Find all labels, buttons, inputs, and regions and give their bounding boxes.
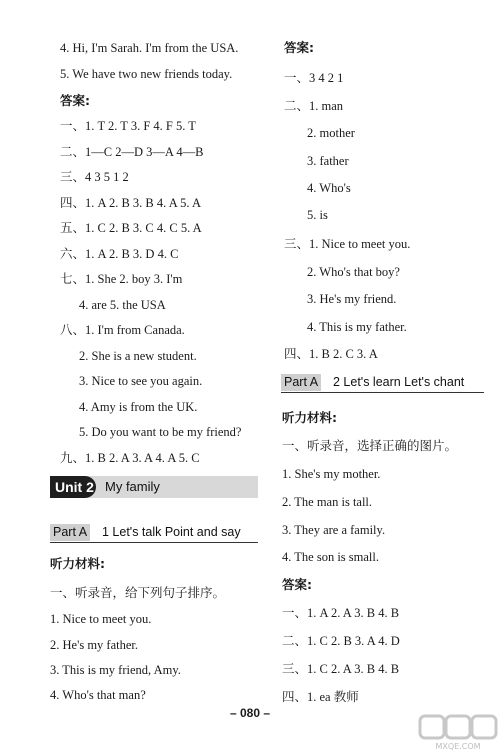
- answer-line: 3. He's my friend.: [307, 292, 397, 306]
- answer-line: 3. father: [307, 154, 349, 168]
- listening-heading: 听力材料:: [282, 410, 337, 425]
- answer-line: 二、1. C 2. B 3. A 4. D: [282, 634, 400, 648]
- answer-line: 4. are 5. the USA: [79, 298, 166, 312]
- text-line: 一、听录音，选择正确的图片。: [282, 439, 458, 453]
- answer-line: 一、3 4 2 1: [284, 71, 344, 85]
- part-label: Part A: [281, 374, 321, 391]
- text-line: 1. She's my mother.: [282, 467, 381, 481]
- unit-title: My family: [105, 479, 160, 494]
- page-number: – 080 –: [229, 706, 271, 720]
- part-label: Part A: [50, 524, 90, 541]
- answer-line: 六、1. A 2. B 3. D 4. C: [60, 247, 179, 261]
- answer-line: 五、1. C 2. B 3. C 4. C 5. A: [60, 221, 202, 235]
- answer-line: 一、1. A 2. A 3. B 4. B: [282, 606, 400, 620]
- svg-text:MXQE.COM: MXQE.COM: [435, 742, 481, 751]
- text-line: 2. The man is tall.: [282, 495, 373, 509]
- answer-line: 5. is: [307, 208, 328, 222]
- watermark-logo: [418, 712, 498, 752]
- answer-line: 三、4 3 5 1 2: [60, 170, 129, 184]
- section-header: [50, 524, 258, 543]
- answer-line: 八、1. I'm from Canada.: [60, 323, 185, 337]
- answers-heading: 答案:: [60, 93, 90, 108]
- answer-line: 三、1. C 2. A 3. B 4. B: [282, 662, 400, 676]
- text-line: 2. He's my father.: [50, 638, 138, 652]
- unit-label: Unit 2: [55, 479, 94, 495]
- answer-line: 5. Do you want to be my friend?: [79, 425, 242, 439]
- text-line: 1. Nice to meet you.: [50, 612, 152, 626]
- answer-line: 4. Who's: [307, 181, 351, 195]
- section-title: 2 Let's learn Let's chant: [333, 375, 465, 389]
- answer-line: 三、1. Nice to meet you.: [284, 237, 411, 251]
- unit-badge: [50, 476, 96, 498]
- text-line: 3. They are a family.: [282, 523, 386, 537]
- answer-line: 2. mother: [307, 126, 355, 140]
- answer-line: 四、1. B 2. C 3. A: [284, 347, 378, 361]
- answer-line: 二、1. man: [284, 99, 344, 113]
- answer-line: 二、1—C 2—D 3—A 4—B: [60, 145, 204, 159]
- section-header: [281, 374, 484, 393]
- answer-line: 4. This is my father.: [307, 320, 407, 334]
- answers-heading: 答案:: [284, 40, 314, 55]
- listening-heading: 听力材料:: [50, 556, 105, 571]
- text-line: 4. The son is small.: [282, 550, 379, 564]
- text-line: 4. Hi, I'm Sarah. I'm from the USA.: [60, 41, 239, 55]
- answer-line: 七、1. She 2. boy 3. I'm: [60, 272, 183, 286]
- answer-line: 四、1. A 2. B 3. B 4. A 5. A: [60, 196, 201, 210]
- section-title: 1 Let's talk Point and say: [102, 525, 241, 539]
- text-line: 4. Who's that man?: [50, 688, 146, 702]
- text-line: 3. This is my friend, Amy.: [50, 663, 181, 677]
- answer-line: 2. Who's that boy?: [307, 265, 400, 279]
- answer-line: 四、1. ea 教师: [282, 690, 359, 704]
- answer-line: 4. Amy is from the UK.: [79, 400, 198, 414]
- answer-line: 一、1. T 2. T 3. F 4. F 5. T: [60, 119, 196, 133]
- answer-line: 九、1. B 2. A 3. A 4. A 5. C: [60, 451, 200, 465]
- text-line: 5. We have two new friends today.: [60, 67, 233, 81]
- answer-line: 2. She is a new student.: [79, 349, 197, 363]
- text-line: 一、听录音，给下列句子排序。: [50, 586, 226, 600]
- answers-heading: 答案:: [282, 577, 312, 592]
- answer-line: 3. Nice to see you again.: [79, 374, 203, 388]
